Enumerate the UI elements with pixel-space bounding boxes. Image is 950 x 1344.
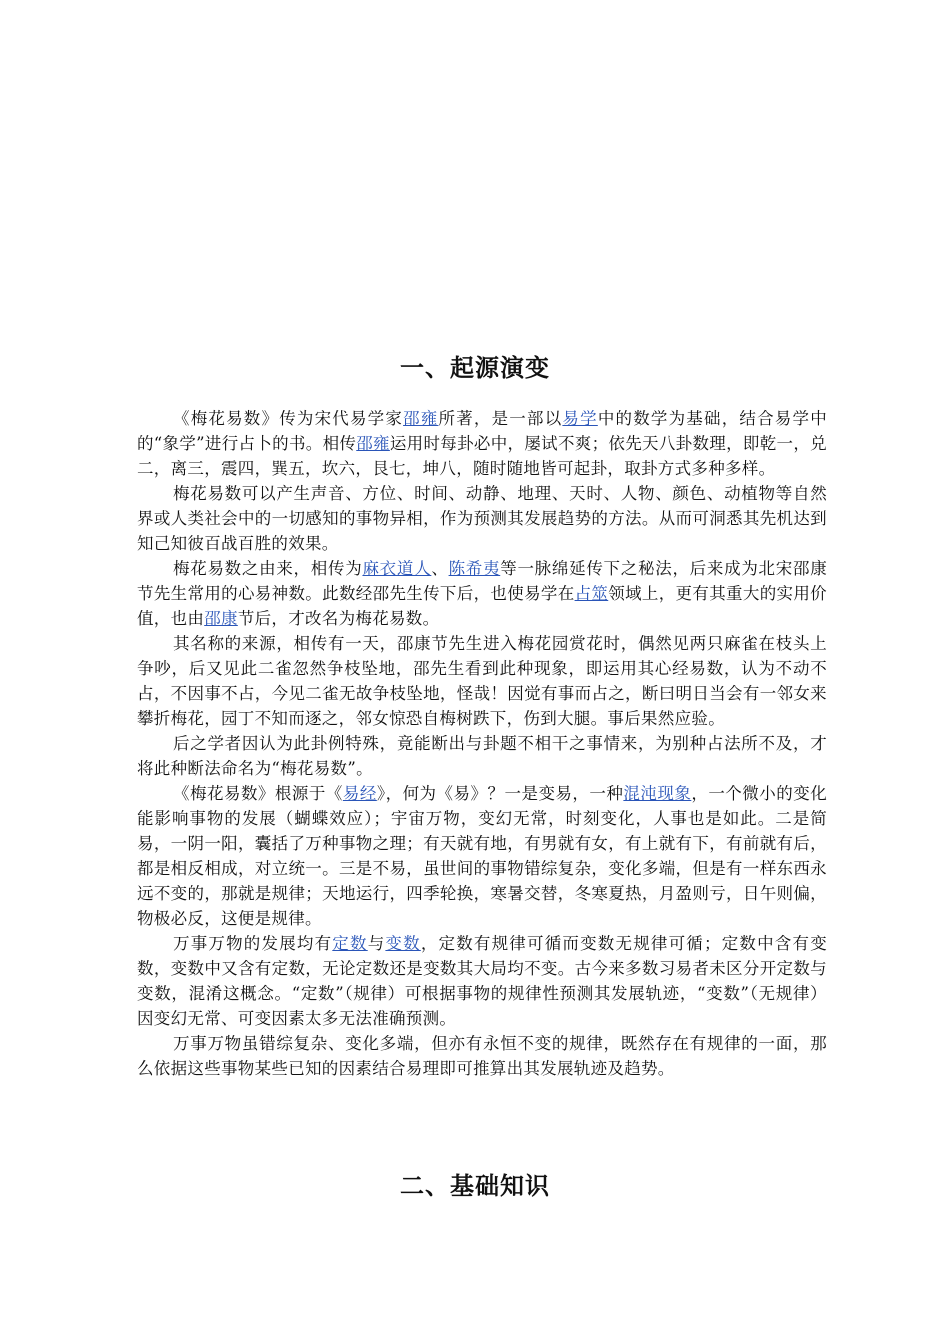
hyperlink[interactable]: 易学 xyxy=(562,409,598,428)
hyperlink[interactable]: 易经 xyxy=(342,784,377,803)
paragraph xyxy=(137,1031,827,1081)
paragraph-text: 梅花易数可以产生声音、方位、时间、动静、地理、天时、人物、颜色、动植物等自然界或人类社会中的一切感知的事物异相，作为预测其发展趋势的方法。从而可洞悉其先机达到知己知彼百战百胜的效果。 xyxy=(137,484,827,553)
paragraph-text: ，定数有规律可循而变数无规律可循；定数中含有变数，变数中又含有定数，无论定数还是变数其大局均不变。古今来多数习易者未区分开定数与变数，混淆这概念。“定数”（规律）可根据事物的规律性预测其发展轨迹，“变数”（无规律）因变幻无常、可变因素太多无法准确预测。 xyxy=(137,934,827,1028)
paragraph-text: 节后，才改名为梅花易数。 xyxy=(237,609,440,628)
paragraph xyxy=(137,781,827,931)
hyperlink[interactable]: 变数 xyxy=(385,934,421,953)
paragraph-text: 万事万物虽错综复杂、变化多端，但亦有永恒不变的规律，既然存在有规律的一面，那么依据这些事物某些已知的因素结合易理即可推算出其发展轨迹及趋势。 xyxy=(137,1034,827,1078)
hyperlink[interactable]: 邵雍 xyxy=(356,434,390,453)
paragraph-text: 所著，是一部以 xyxy=(438,409,563,428)
paragraph xyxy=(137,481,827,556)
section-body xyxy=(137,406,827,1081)
paragraph-text: 中的数学为基础，结合易学中的“象学”进行占卜的书。相传 xyxy=(137,409,827,453)
paragraph-text: 领域上，更有其重大的实用价值，也由 xyxy=(137,584,827,628)
paragraph xyxy=(137,556,827,631)
paragraph-text: ，一个微小的变化能影响事物的发展（蝴蝶效应）；宇宙万物，变幻无常，时刻变化，人事也是如此。二是简易，一阴一阳，囊括了万种事物之理；有天就有地，有男就有女，有上就有下，有前就有后，都是相反相成，对立统一。三是不易，虽世间的事物错综复杂，变化多端，但是有一样东西永远不变的，那就是规律；天地运行，四季轮换，寒暑交替，冬寒夏热，月盈则亏，日午则偏，物极必反，这便是规律。 xyxy=(137,784,828,928)
paragraph-text: 梅花易数之由来，相传为 xyxy=(173,559,363,578)
hyperlink[interactable]: 占筮 xyxy=(574,584,609,603)
paragraph-text: 、 xyxy=(431,559,449,578)
hyperlink[interactable]: 陈希夷 xyxy=(448,559,501,578)
hyperlink[interactable]: 定数 xyxy=(332,934,368,953)
paragraph-text: 等一脉绵延传下之秘法，后来成为北宋邵康节先生常用的心易神数。此数经邵先生传下后，也使易学在 xyxy=(137,559,828,603)
hyperlink[interactable]: 邵雍 xyxy=(403,409,439,428)
paragraph-text: 万事万物的发展均有 xyxy=(173,934,333,953)
section-heading-basics: 二、基础知识 xyxy=(400,1172,550,1200)
hyperlink[interactable]: 混沌现象 xyxy=(623,784,692,803)
hyperlink[interactable]: 邵康 xyxy=(204,609,238,628)
hyperlink[interactable]: 麻衣道人 xyxy=(362,559,432,578)
paragraph xyxy=(137,931,827,1031)
paragraph xyxy=(137,406,827,481)
paragraph-text: 《梅花易数》传为宋代易学家 xyxy=(173,409,404,428)
paragraph xyxy=(137,731,827,781)
paragraph-text: 其名称的来源，相传有一天，邵康节先生进入梅花园赏花时，偶然见两只麻雀在枝头上争吵，后又见此二雀忽然争枝坠地，邵先生看到此种现象，即运用其心经易数，认为不动不占，不因事不占，今见二雀无故争枝坠地，怪哉！因觉有事而占之，断曰明日当会有一邻女来攀折梅花，园丁不知而逐之，邻女惊恐自梅树跌下，伤到大腿。事后果然应验。 xyxy=(137,634,827,728)
paragraph-text: 》，何为《易》？一是变易，一种 xyxy=(376,784,624,803)
paragraph-text: 《梅花易数》根源于《 xyxy=(173,784,343,803)
paragraph xyxy=(137,631,827,731)
paragraph-text: 运用时每卦必中，屡试不爽；依先天八卦数理，即乾一，兑二，离三，震四，巽五，坎六，艮七，坤八，随时随地皆可起卦，取卦方式多种多样。 xyxy=(137,434,827,478)
paragraph-text: 与 xyxy=(367,934,386,953)
section-heading-origin: 一、起源演变 xyxy=(400,354,550,382)
paragraph-text: 后之学者因认为此卦例特殊，竟能断出与卦题不相干之事情来，为别种占法所不及，才将此种断法命名为“梅花易数”。 xyxy=(137,734,827,778)
